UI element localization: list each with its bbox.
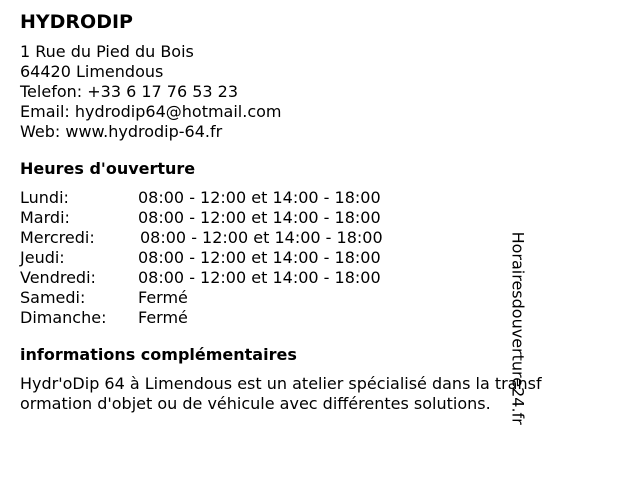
phone-line: Telefon: +33 6 17 76 53 23 — [20, 82, 239, 101]
day-hours: 08:00 - 12:00 et 14:00 - 18:00 — [138, 208, 381, 227]
hours-row-mardi — [20, 208, 600, 228]
day-label: Mercredi: — [20, 228, 95, 247]
business-name: HYDRODIP — [20, 11, 133, 33]
hours-row-lundi — [20, 188, 600, 208]
day-label: Lundi: — [20, 188, 69, 207]
address-city: 64420 Limendous — [20, 62, 164, 81]
day-hours: Fermé — [138, 288, 188, 307]
web-line: Web: www.hydrodip-64.fr — [20, 122, 223, 141]
hours-heading: Heures d'ouverture — [20, 159, 196, 178]
day-label: Vendredi: — [20, 268, 96, 287]
day-label: Samedi: — [20, 288, 86, 307]
day-label: Jeudi: — [20, 248, 65, 267]
day-hours: Fermé — [138, 308, 188, 327]
day-hours: 08:00 - 12:00 et 14:00 - 18:00 — [140, 228, 383, 247]
contact-block — [20, 42, 600, 142]
day-label: Mardi: — [20, 208, 70, 227]
day-hours: 08:00 - 12:00 et 14:00 - 18:00 — [138, 188, 381, 207]
day-hours: 08:00 - 12:00 et 14:00 - 18:00 — [138, 248, 381, 267]
info-heading: informations complémentaires — [20, 345, 297, 364]
day-hours: 08:00 - 12:00 et 14:00 - 18:00 — [138, 268, 381, 287]
site-watermark: Horairesdouverture24.fr — [508, 231, 528, 425]
day-label: Dimanche: — [20, 308, 107, 327]
email-line: Email: hydrodip64@hotmail.com — [20, 102, 282, 121]
info-text-line: ormation d'objet ou de véhicule avec différentes solutions. — [20, 394, 491, 413]
address-street: 1 Rue du Pied du Bois — [20, 42, 194, 61]
info-text-line: Hydr'oDip 64 à Limendous est un atelier spécialisé dans la transf — [20, 374, 542, 393]
